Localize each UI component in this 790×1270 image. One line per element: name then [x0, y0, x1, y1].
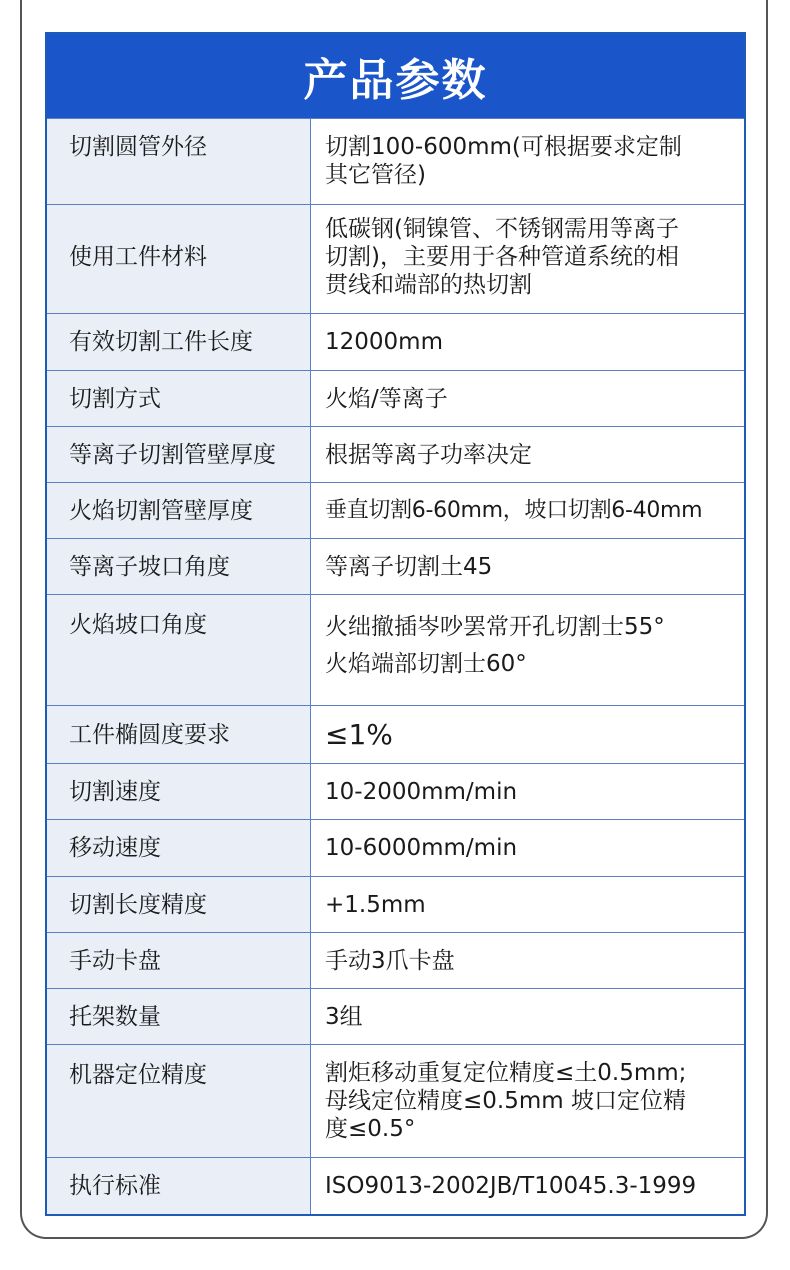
table-row: [47, 594, 744, 705]
table-row: [47, 370, 744, 426]
row-value: 等离子切割土45: [325, 553, 493, 580]
row-value: 割炬移动重复定位精度≤土0.5mm; 母线定位精度≤0.5mm 坡口定位精 度≤0.5°: [325, 1060, 687, 1142]
table-row: [47, 876, 744, 932]
row-label: 火焰坡口角度: [47, 595, 311, 705]
row-label: 机器定位精度: [47, 1045, 311, 1157]
row-value: 根据等离子功率决定: [325, 441, 532, 468]
row-value: 3组: [325, 1003, 363, 1030]
row-label: 使用工件材料: [47, 205, 311, 313]
table-row: [47, 538, 744, 594]
table-row: [47, 118, 744, 204]
row-label: 火焰切割管壁厚度: [47, 483, 311, 538]
table-row: [47, 705, 744, 763]
row-label: 移动速度: [47, 820, 311, 876]
row-value: 垂直切割6-60mm，坡口切割6-40mm: [325, 497, 703, 523]
row-value: 10-2000mm/min: [325, 778, 518, 805]
row-label: 切割圆管外径: [47, 119, 311, 204]
row-value: ISO9013-2002JB/T10045.3-1999: [325, 1173, 697, 1199]
row-value: +1.5mm: [325, 891, 426, 918]
row-value: 火焰/等离子: [325, 385, 448, 412]
row-label: 等离子坡口角度: [47, 539, 311, 594]
row-value: 12000mm: [325, 329, 443, 355]
table-title: 产品参数: [47, 34, 744, 118]
row-value: 10-6000mm/min: [325, 835, 518, 861]
row-label: 有效切割工件长度: [47, 314, 311, 370]
row-value: 火绌撤插岑吵罢常开孔切割士55° 火焰端部切割士60°: [325, 614, 665, 677]
table-row: [47, 426, 744, 482]
row-label: 工件椭圆度要求: [47, 706, 311, 763]
table-row: [47, 313, 744, 370]
table-row: [47, 988, 744, 1044]
row-label: 切割方式: [47, 371, 311, 426]
row-label: 执行标准: [47, 1158, 311, 1214]
row-label: 托架数量: [47, 989, 311, 1044]
row-value: ≤1%: [325, 717, 393, 751]
table-row: [47, 1157, 744, 1214]
table-row: [47, 932, 744, 988]
table-row: [47, 819, 744, 876]
table-row: [47, 482, 744, 538]
spec-table: [45, 32, 746, 1216]
row-label: 等离子切割管壁厚度: [47, 427, 311, 482]
row-label: 切割长度精度: [47, 877, 311, 932]
table-row: [47, 204, 744, 313]
row-label: 切割速度: [47, 764, 311, 819]
table-row: [47, 1044, 744, 1157]
row-label: 手动卡盘: [47, 933, 311, 988]
row-value: 手动3爪卡盘: [325, 947, 455, 974]
table-row: [47, 763, 744, 819]
row-value: 低碳钢(铜镍管、不锈钢需用等离子 切割)，主要用于各种管道系统的相 贯线和端部的热切割: [325, 216, 679, 298]
row-value: 切割100-600mm(可根据要求定制 其它管径): [325, 134, 682, 188]
